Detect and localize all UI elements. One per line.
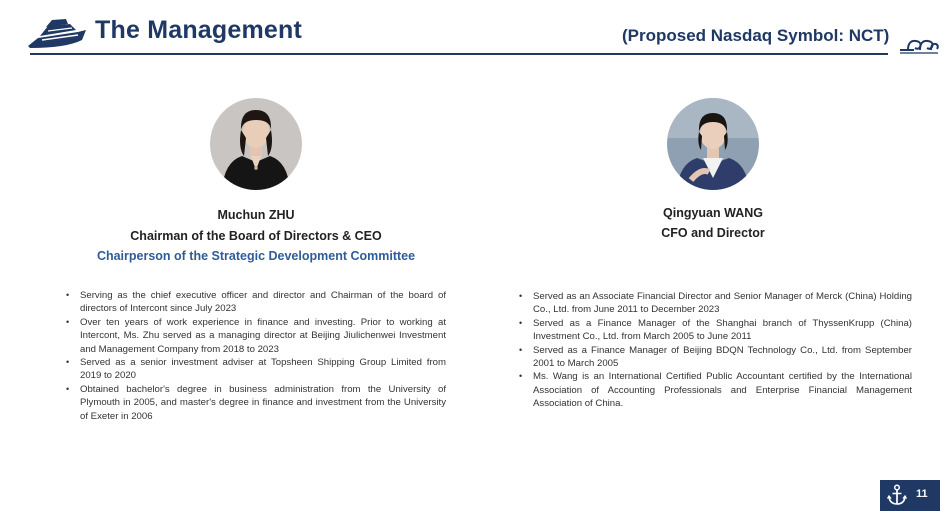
cruise-ship-icon — [26, 18, 88, 52]
bio-item: • Served as a Finance Manager of Beijing BDQN Technology Co., Ltd. from September 2001 to March 2005 — [533, 344, 912, 371]
person-name: Qingyuan WANG — [663, 206, 763, 220]
bio-list-qingyuan-wang — [519, 290, 912, 411]
person-role: CFO and Director — [661, 226, 765, 240]
bio-item: • Ms. Wang is an International Certified Public Accountant certified by the International Association of Accounting Professionals and Enterprise Financial Management Association of China. — [533, 370, 912, 410]
page-number-badge — [880, 480, 940, 511]
bio-item: • Served as a senior investment adviser at Topsheen Shipping Group Limited from 2019 to 2020 — [80, 356, 446, 383]
avatar-qingyuan-wang — [667, 98, 759, 190]
bio-item: • Over ten years of work experience in finance and investing. Prior to working at Intercont, Ms. Zhu served as a managing director at Beijing Jiulichenwei Investment and Management Company from 2018 to 2023 — [80, 316, 446, 356]
avatar-muchun-zhu — [210, 98, 302, 190]
wave-icon — [898, 36, 940, 54]
bio-item: • Served as a Finance Manager of the Shanghai branch of ThyssenKrupp (China) Investment Co., Ltd. from March 2005 to June 2011 — [533, 317, 912, 344]
anchor-icon — [887, 484, 907, 506]
person-committee: Chairperson of the Strategic Development Committee — [96, 249, 416, 263]
page-title: The Management — [95, 16, 302, 44]
bio-item: • Obtained bachelor's degree in business administration from the University of Plymouth in 2005, and master's degree in finance and investment from the University of Exeter in 2006 — [80, 383, 446, 423]
bio-item: • Served as an Associate Financial Director and Senior Manager of Merck (China) Holding Co., Ltd. from June 2011 to December 2023 — [533, 290, 912, 317]
slide-header — [0, 0, 950, 56]
nasdaq-symbol: (Proposed Nasdaq Symbol: NCT) — [622, 26, 890, 45]
person-name: Muchun ZHU — [217, 208, 295, 222]
person-role: Chairman of the Board of Directors & CEO — [130, 229, 382, 243]
header-divider — [30, 53, 888, 55]
bio-item: • Serving as the chief executive officer and director and Chairman of the board of directors of Intercont since July 2023 — [80, 289, 446, 316]
bio-list-muchun-zhu — [66, 289, 446, 423]
page-number: 11 — [916, 488, 928, 500]
